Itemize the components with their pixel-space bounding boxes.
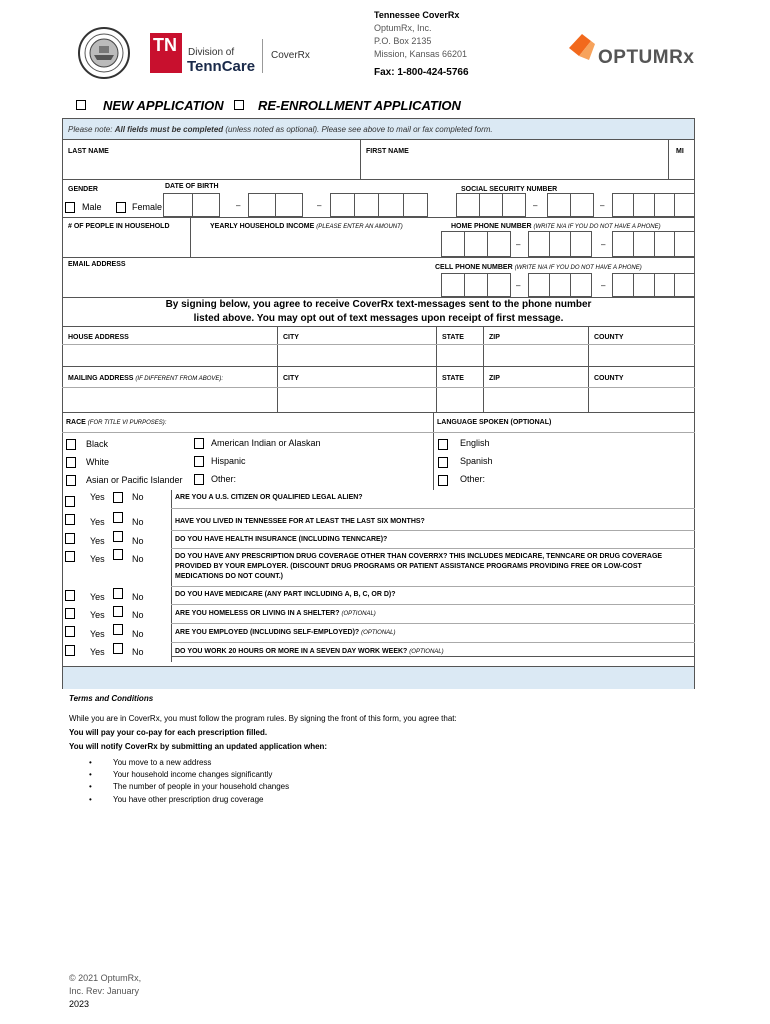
female-checkbox[interactable]	[116, 202, 126, 213]
q4-no-label: No	[132, 554, 144, 564]
dob-day-digit-1[interactable]	[248, 193, 276, 217]
city-label: CITY	[283, 334, 299, 341]
row-divider	[171, 642, 695, 643]
q1-no-checkbox[interactable]	[113, 492, 123, 503]
language-english-checkbox[interactable]	[438, 439, 448, 450]
terms-intro: While you are in CoverRx, you must follow the program rules. By signing the front of this form, you agree that:	[69, 714, 457, 723]
q2-no-label: No	[132, 517, 144, 527]
row-divider	[62, 179, 695, 180]
mailing-zip-input[interactable]	[484, 388, 588, 411]
division-of-text: Division of	[188, 47, 235, 58]
row-divider	[62, 217, 695, 218]
q7-no-checkbox[interactable]	[113, 624, 123, 635]
text-consent-line-1: By signing below, you agree to receive CoverRx text-messages sent to the phone number	[165, 299, 592, 310]
race-language-divider	[433, 412, 434, 490]
dob-dash-2: –	[317, 201, 322, 210]
house-county-input[interactable]	[589, 345, 694, 365]
q1-no-label: No	[132, 492, 144, 502]
race-black-label: Black	[86, 439, 109, 449]
home-phone-digit-9[interactable]	[654, 231, 675, 257]
first-name-input[interactable]	[361, 158, 668, 178]
q8-text-main: DO YOU WORK 20 HOURS OR MORE IN A SEVEN DAY WORK WEEK?	[175, 648, 410, 655]
q5-yes-checkbox[interactable]	[65, 590, 75, 601]
home-phone-dash-2: –	[601, 240, 606, 249]
reenrollment-checkbox[interactable]	[234, 100, 244, 110]
race-asian-checkbox[interactable]	[66, 475, 76, 486]
mail-zip-label: ZIP	[489, 375, 500, 382]
q8-yes-label: Yes	[90, 647, 105, 657]
q7-text-main: ARE YOU EMPLOYED (INCLUDING SELF-EMPLOYED)?	[175, 629, 362, 636]
last-name-input[interactable]	[63, 158, 360, 178]
house-city-input[interactable]	[278, 345, 436, 365]
program-name: Tennessee CoverRx	[374, 10, 460, 20]
cell-phone-digit-7[interactable]	[612, 273, 634, 297]
cell-phone-dash-1: –	[516, 281, 521, 290]
q1-yes-label: Yes	[90, 492, 105, 502]
race-hispanic-label: Hispanic	[211, 456, 246, 466]
county-label: COUNTY	[594, 334, 624, 341]
race-label-text: RACE	[66, 419, 86, 426]
q6-no-checkbox[interactable]	[113, 606, 123, 617]
q6-no-label: No	[132, 610, 144, 620]
q6-yes-label: Yes	[90, 610, 105, 620]
optum-swirl-icon	[565, 30, 599, 66]
q4-text: DO YOU HAVE ANY PRESCRIPTION DRUG COVERAGE OTHER THAN COVERRX? THIS INCLUDES MEDICARE, TENNCARE OR DRUG COVERAGE PROVIDED BY YOUR EMPLOYER. (DISCOUNT DRUG PROGRAMS OR PATIENT ASSISTANCE PROGRAMS PROVIDING FREE OR LOW-COST MEDICATIONS DO NOT COUNT.)	[175, 553, 663, 580]
q8-no-label: No	[132, 647, 144, 657]
new-application-checkbox[interactable]	[76, 100, 86, 110]
row-subdivider	[62, 432, 695, 433]
race-asian-label: Asian or Pacific Islander	[86, 475, 183, 485]
q1-yes-checkbox[interactable]	[65, 496, 75, 507]
home-phone-digit-5[interactable]	[549, 231, 571, 257]
q5-no-checkbox[interactable]	[113, 588, 123, 599]
bullet-icon: •	[89, 795, 92, 804]
terms-bullet-4-text: You have other prescription drug coverage	[113, 795, 264, 804]
q3-no-checkbox[interactable]	[113, 531, 123, 542]
row-divider	[171, 656, 695, 657]
mi-input[interactable]	[669, 158, 694, 178]
q7-optional-note: (OPTIONAL)	[361, 630, 396, 636]
male-checkbox[interactable]	[65, 202, 75, 213]
row-divider	[62, 412, 695, 413]
q2-yes-checkbox[interactable]	[65, 514, 75, 525]
q3-yes-label: Yes	[90, 536, 105, 546]
mi-label: MI	[676, 148, 684, 155]
logo-divider	[262, 39, 263, 73]
home-phone-digit-3[interactable]	[487, 231, 511, 257]
house-address-input[interactable]	[63, 345, 277, 365]
ssn-digit-6[interactable]	[612, 193, 634, 217]
ssn-digit-2[interactable]	[479, 193, 503, 217]
mailing-address-label	[68, 375, 223, 382]
footer-rev-2: 2023	[69, 999, 90, 1009]
home-phone-note: (WRITE N/A IF YOU DO NOT HAVE A PHONE)	[533, 224, 661, 230]
race-label	[66, 419, 166, 426]
dob-day-digit-2[interactable]	[275, 193, 303, 217]
terms-title: Terms and Conditions	[69, 694, 154, 703]
mailing-address-input[interactable]	[63, 388, 277, 411]
mail-city-label: CITY	[283, 375, 299, 382]
q3-yes-checkbox[interactable]	[65, 533, 75, 544]
q1-text: ARE YOU A U.S. CITIZEN OR QUALIFIED LEGAL ALIEN?	[175, 494, 363, 501]
ssn-digit-1[interactable]	[456, 193, 480, 217]
dob-year-digit-3[interactable]	[378, 193, 404, 217]
state-label: STATE	[442, 334, 464, 341]
home-phone-digit-1[interactable]	[441, 231, 465, 257]
gender-label: GENDER	[68, 186, 98, 193]
ssn-label: SOCIAL SECURITY NUMBER	[461, 186, 558, 193]
income-input[interactable]	[191, 234, 441, 256]
dob-dash-1: –	[236, 201, 241, 210]
text-consent	[62, 298, 695, 326]
cell-phone-label-text: CELL PHONE NUMBER	[435, 264, 513, 271]
q2-text: HAVE YOU LIVED IN TENNESSEE FOR AT LEAST THE LAST SIX MONTHS?	[175, 518, 425, 525]
row-divider	[171, 530, 695, 531]
q2-yes-label: Yes	[90, 517, 105, 527]
row-divider	[62, 326, 695, 327]
house-state-input[interactable]	[437, 345, 483, 365]
cell-phone-digit-1[interactable]	[441, 273, 465, 297]
tenncare-text: TennCare	[187, 58, 256, 75]
address-block	[374, 9, 504, 80]
note-suffix: (unless noted as optional). Please see above to mail or fax completed form.	[223, 125, 493, 134]
optumrx-text: OPTUMRx	[598, 47, 695, 68]
home-phone-digit-2[interactable]	[464, 231, 488, 257]
q6-yes-checkbox[interactable]	[65, 608, 75, 619]
footer	[69, 972, 141, 1011]
language-other-label: Other:	[460, 474, 486, 484]
ssn-digit-9[interactable]	[674, 193, 695, 217]
dob-year-digit-1[interactable]	[330, 193, 355, 217]
city-state: Mission, Kansas 66201	[374, 49, 468, 59]
languages-label: LANGUAGE SPOKEN (OPTIONAL)	[437, 419, 552, 426]
mailing-county-input[interactable]	[589, 388, 694, 411]
terms-bullet-2-text: Your household income changes significantly	[113, 770, 273, 779]
tn-logo-text: TN	[153, 35, 177, 55]
ssn-digit-8[interactable]	[654, 193, 675, 217]
race-american-indian-checkbox[interactable]	[194, 438, 204, 449]
income-note: (PLEASE ENTER AN AMOUNT)	[316, 224, 403, 230]
row-divider	[62, 257, 695, 258]
mail-county-label: COUNTY	[594, 375, 624, 382]
row-divider	[62, 366, 695, 367]
cell-phone-note: (WRITE N/A IF YOU DO NOT HAVE A PHONE)	[514, 265, 642, 271]
race-white-checkbox[interactable]	[66, 457, 76, 468]
dob-label: DATE OF BIRTH	[165, 183, 219, 190]
household-people-input[interactable]	[63, 234, 190, 256]
language-english-label: English	[460, 438, 490, 448]
email-input[interactable]	[63, 272, 441, 296]
house-address-label: HOUSE ADDRESS	[68, 334, 129, 341]
q5-text: DO YOU HAVE MEDICARE (ANY PART INCLUDING A, B, C, OR D)?	[175, 591, 396, 598]
row-divider	[171, 548, 695, 549]
q4-yes-label: Yes	[90, 554, 105, 564]
ssn-digit-4[interactable]	[547, 193, 571, 217]
note-prefix: Please note:	[68, 125, 115, 134]
terms-bullet-1-text: You move to a new address	[113, 758, 212, 767]
mailing-address-note: (IF DIFFERENT FROM ABOVE):	[135, 376, 224, 382]
q8-optional-note: (OPTIONAL)	[409, 649, 444, 655]
q6-text	[175, 609, 685, 619]
dob-month-digit-1[interactable]	[163, 193, 193, 217]
mailing-state-input[interactable]	[437, 388, 483, 411]
terms-bullet-3-text: The number of people in your household changes	[113, 782, 290, 791]
q7-yes-label: Yes	[90, 629, 105, 639]
race-other-checkbox[interactable]	[194, 474, 204, 485]
dob-year-digit-2[interactable]	[354, 193, 379, 217]
household-people-label: # OF PEOPLE IN HOUSEHOLD	[68, 223, 170, 230]
row-divider	[171, 623, 695, 624]
cell-phone-digit-3[interactable]	[487, 273, 511, 297]
mail-state-label: STATE	[442, 375, 464, 382]
cell-phone-label	[435, 264, 642, 271]
bullet-icon: •	[89, 770, 92, 779]
note-text	[68, 125, 493, 134]
female-label: Female	[132, 202, 163, 212]
cell-phone-dash-2: –	[601, 281, 606, 290]
first-name-label: FIRST NAME	[366, 148, 409, 155]
race-hispanic-checkbox[interactable]	[194, 456, 204, 467]
terms-notify: You will notify CoverRx by submitting an updated application when:	[69, 742, 328, 751]
q3-no-label: No	[132, 536, 144, 546]
home-phone-label-text: HOME PHONE NUMBER	[451, 223, 532, 230]
race-note: (FOR TITLE VI PURPOSES):	[87, 420, 167, 426]
row-divider	[62, 139, 695, 140]
home-phone-digit-8[interactable]	[633, 231, 655, 257]
q6-optional-note: (OPTIONAL)	[341, 611, 376, 617]
footer-rev-1: Inc. Rev: January	[69, 986, 140, 996]
row-divider	[171, 508, 695, 509]
footer-copyright: © 2021 OptumRx,	[69, 973, 142, 983]
dob-year-digit-4[interactable]	[403, 193, 428, 217]
zip-label: ZIP	[489, 334, 500, 341]
race-black-checkbox[interactable]	[66, 439, 76, 450]
form-footer-bar	[63, 666, 694, 689]
cell-phone-digit-5[interactable]	[549, 273, 571, 297]
race-american-indian-label: American Indian or Alaskan	[211, 438, 321, 448]
email-label: EMAIL ADDRESS	[68, 261, 126, 268]
reenrollment-label: RE-ENROLLMENT APPLICATION	[258, 98, 461, 113]
cell-phone-digit-2[interactable]	[464, 273, 488, 297]
home-phone-digit-10[interactable]	[674, 231, 695, 257]
fax-number: Fax: 1-800-424-5766	[374, 67, 469, 78]
language-spanish-label: Spanish	[460, 456, 493, 466]
bullet-icon: •	[89, 782, 92, 791]
language-spanish-checkbox[interactable]	[438, 457, 448, 468]
race-white-label: White	[86, 457, 110, 467]
mailing-address-label-text: MAILING ADDRESS	[68, 375, 134, 382]
cell-phone-digit-10[interactable]	[674, 273, 695, 297]
company-name: OptumRx, Inc.	[374, 23, 432, 33]
income-label-text: YEARLY HOUSEHOLD INCOME	[210, 223, 315, 230]
terms-copay: You will pay your co-pay for each prescription filled.	[69, 728, 268, 737]
q7-yes-checkbox[interactable]	[65, 626, 75, 637]
male-label: Male	[82, 202, 102, 212]
last-name-label: LAST NAME	[68, 148, 109, 155]
cell-phone-digit-6[interactable]	[570, 273, 592, 297]
income-label	[210, 223, 403, 230]
note-bold: All fields must be completed	[114, 125, 224, 134]
q7-text	[175, 628, 685, 638]
q5-no-label: No	[132, 592, 144, 602]
cell-phone-digit-4[interactable]	[528, 273, 550, 297]
row-divider	[171, 604, 695, 605]
text-consent-line-2: listed above. You may opt out of text messages upon receipt of first message.	[193, 313, 564, 324]
coverrx-text: CoverRx	[271, 50, 310, 61]
questions-divider	[171, 490, 172, 662]
language-other-checkbox[interactable]	[438, 475, 448, 486]
house-zip-input[interactable]	[484, 345, 588, 365]
ssn-dash-2: –	[600, 201, 605, 210]
q4-no-checkbox[interactable]	[113, 549, 123, 560]
home-phone-digit-4[interactable]	[528, 231, 550, 257]
po-box: P.O. Box 2135	[374, 36, 432, 46]
q8-yes-checkbox[interactable]	[65, 645, 75, 656]
ssn-dash-1: –	[533, 201, 538, 210]
race-other-label: Other:	[211, 474, 237, 484]
cell-phone-digit-8[interactable]	[633, 273, 655, 297]
mailing-city-input[interactable]	[278, 388, 436, 411]
cell-phone-digit-9[interactable]	[654, 273, 675, 297]
dob-month-digit-2[interactable]	[192, 193, 220, 217]
row-divider	[171, 586, 695, 587]
ssn-digit-5[interactable]	[570, 193, 594, 217]
bullet-icon: •	[89, 758, 92, 767]
q8-no-checkbox[interactable]	[113, 643, 123, 654]
q4-yes-checkbox[interactable]	[65, 551, 75, 562]
ssn-digit-7[interactable]	[633, 193, 655, 217]
home-phone-dash-1: –	[516, 240, 521, 249]
q3-text: DO YOU HAVE HEALTH INSURANCE (INCLUDING TENNCARE)?	[175, 536, 388, 543]
home-phone-digit-6[interactable]	[570, 231, 592, 257]
ssn-digit-3[interactable]	[502, 193, 526, 217]
tennessee-seal	[78, 27, 130, 79]
home-phone-label	[451, 223, 661, 230]
q5-yes-label: Yes	[90, 592, 105, 602]
optumrx-logo	[565, 30, 705, 70]
home-phone-digit-7[interactable]	[612, 231, 634, 257]
q6-text-main: ARE YOU HOMELESS OR LIVING IN A SHELTER?	[175, 610, 342, 617]
new-application-label: NEW APPLICATION	[103, 98, 224, 113]
q2-no-checkbox[interactable]	[113, 512, 123, 523]
tenncare-logo	[150, 33, 310, 78]
q7-no-label: No	[132, 629, 144, 639]
